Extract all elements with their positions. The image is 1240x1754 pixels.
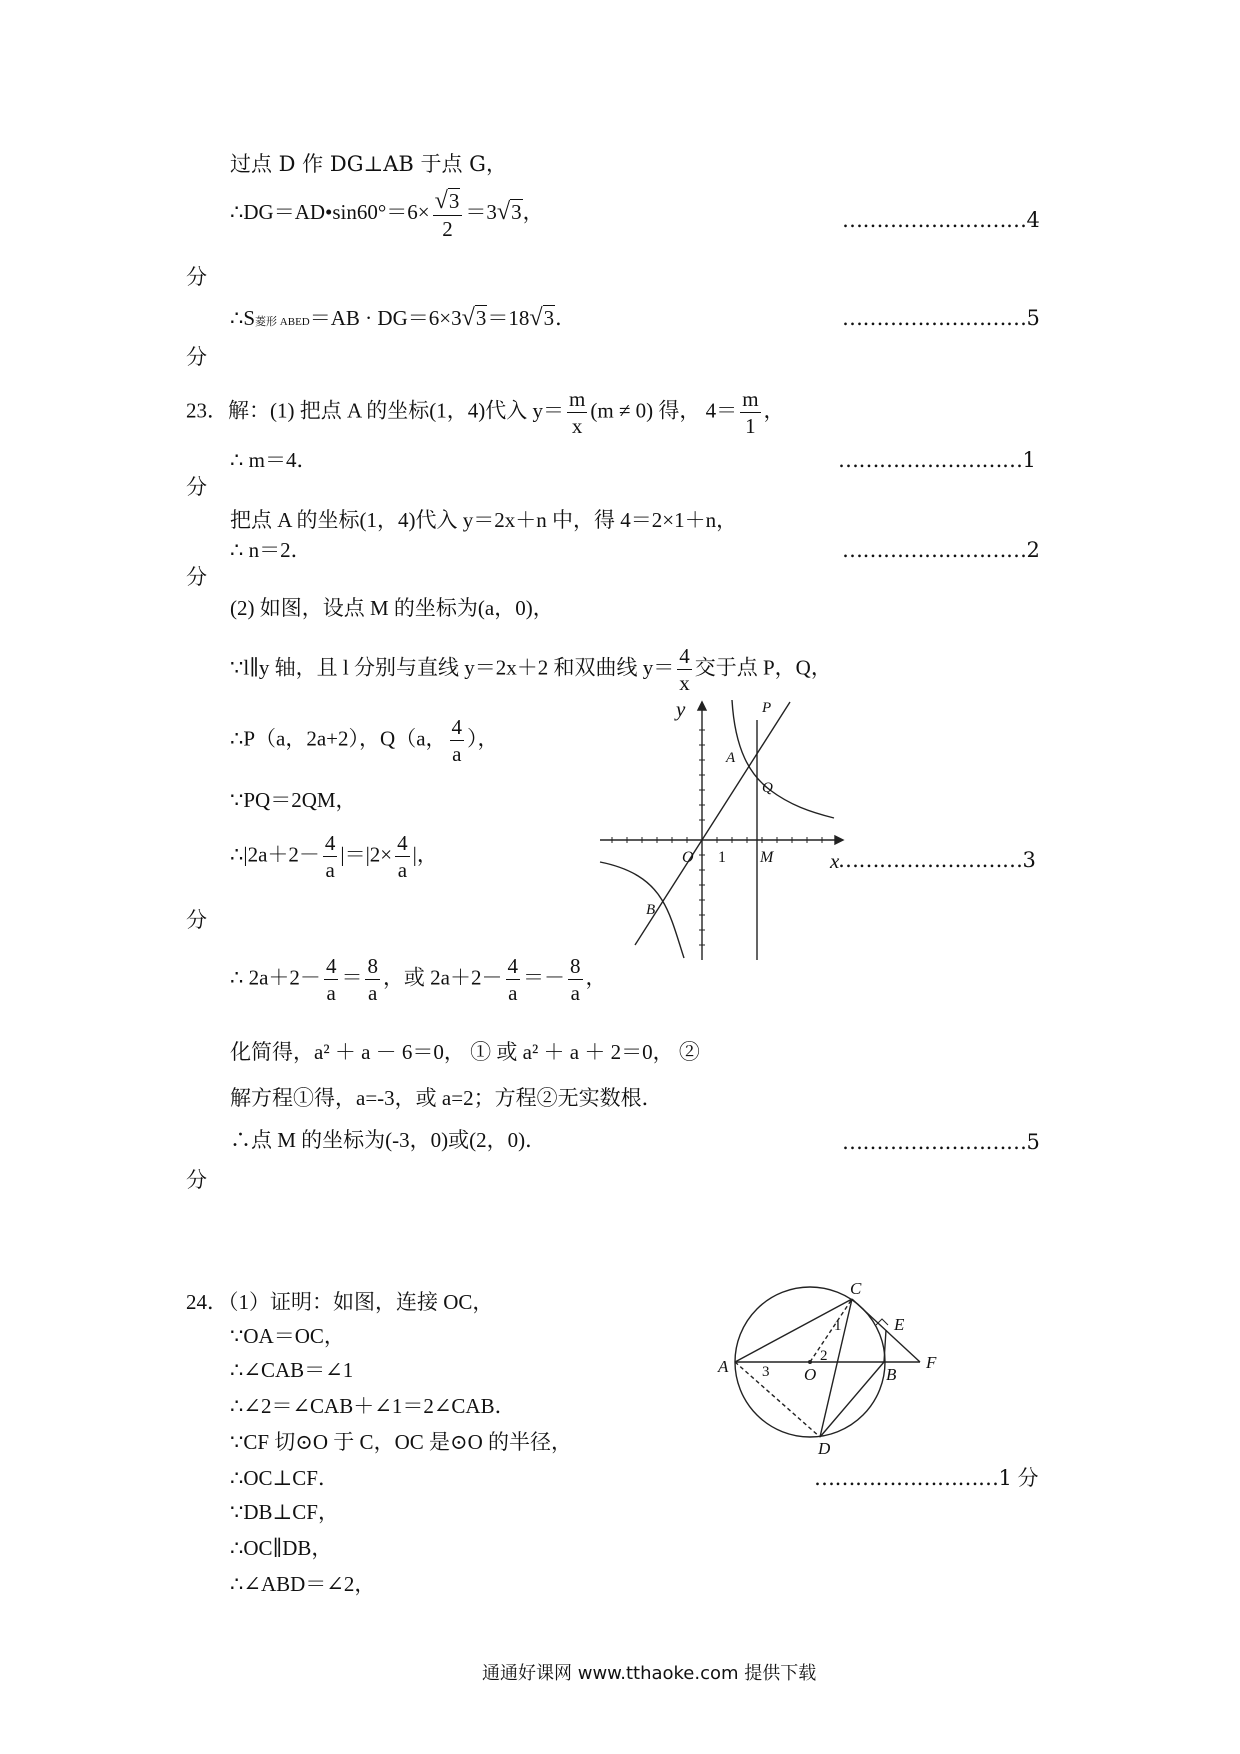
- fraction-4-over-a: [324, 955, 339, 1004]
- abs-b: |＝|2×: [340, 842, 393, 867]
- frac-num: 4: [323, 832, 338, 857]
- frac-den: x: [679, 671, 690, 696]
- fraction-4-over-a: [395, 832, 410, 881]
- line-y-2x-2: [635, 702, 790, 945]
- fen-label: 分: [186, 565, 207, 589]
- line-dg-value: ∴DG＝AD•sin60°＝6× $\frac{√3}{2}$ ＝3√3，: [230, 187, 544, 242]
- abs-c: |，: [412, 842, 438, 867]
- fraction-4-over-a: [506, 955, 521, 1004]
- q24-line9: ∴∠ABD＝∠2，: [230, 1572, 376, 1596]
- label-e: E: [894, 1315, 905, 1334]
- x-axis-arrow: [835, 836, 843, 844]
- pq-b: ），: [467, 726, 499, 751]
- line-area: ∴S菱形 ABED＝AB · DG＝6×3√3＝18√3．: [230, 304, 577, 331]
- q23-number: 23．: [186, 398, 228, 423]
- line-pq-2qm: ∵PQ＝2QM，: [230, 788, 357, 812]
- label-y: y: [676, 697, 686, 721]
- line-abs: [230, 832, 438, 881]
- q24-line1: [186, 1290, 493, 1314]
- eq-c: ，或 2a＋2－: [382, 965, 503, 990]
- frac-num: 4: [677, 645, 692, 670]
- label-x: x: [830, 849, 840, 873]
- pq-a: ∴P（a，2a+2），Q（a，: [230, 726, 447, 751]
- frac-den: x: [571, 414, 583, 439]
- abs-a: ∴|2a＋2－: [230, 842, 320, 867]
- score-mark-5a: ………………………5: [842, 306, 1040, 330]
- coordinate-graph-figure: [590, 690, 850, 970]
- line-n-eq: ∴ n＝2．: [230, 538, 312, 562]
- line-part2: (2) 如图，设点 M 的坐标为(a，0)，: [230, 596, 554, 620]
- line-be: [884, 1330, 886, 1362]
- label-d: D: [818, 1439, 831, 1457]
- label-one: 1: [718, 849, 726, 866]
- area-rad1: 3: [475, 306, 487, 330]
- line-since-l: [230, 645, 832, 694]
- eq-d: ＝－: [523, 965, 566, 990]
- score-mark-1: ………………………1: [838, 448, 1036, 472]
- frac-den: 1: [745, 414, 756, 439]
- area-rad2: 3: [543, 306, 555, 330]
- frac-num: 8: [365, 955, 380, 980]
- frac-num: 8: [568, 955, 583, 980]
- area-sub: 菱形 ABED: [255, 316, 310, 328]
- line-dg-perp: [230, 152, 507, 176]
- fen-label: 分: [186, 1168, 207, 1192]
- label-m: M: [760, 849, 774, 866]
- dg-expr: ∴DG＝AD•sin60°＝6×: [230, 200, 430, 225]
- eq-e: ，: [585, 965, 607, 990]
- fraction-4-over-x: [677, 645, 692, 694]
- line-m-coord: ∴点 M 的坐标为(-3，0)或(2，0)．: [230, 1128, 547, 1152]
- y-axis-arrow: [698, 702, 706, 710]
- frac-den: a: [452, 742, 462, 767]
- text-dg-perp: 过点 D 作 DG⊥AB 于点 G，: [230, 152, 507, 176]
- label-a: A: [726, 750, 736, 766]
- area-mid: ＝AB · DG＝6×3: [309, 306, 462, 330]
- area-s: ∴S: [230, 306, 256, 330]
- fen-label: 分: [186, 345, 207, 369]
- fraction-8-over-a: [568, 955, 583, 1004]
- label-b: B: [646, 902, 656, 918]
- since-l-b: 交于点 P，Q，: [694, 655, 832, 680]
- dg-end: ，: [522, 200, 544, 225]
- line-simplify: 化简得，a² ＋ a － 6＝0， ① 或 a² ＋ a ＋ 2＝0， ②: [230, 1040, 700, 1064]
- label-origin: O: [682, 849, 694, 866]
- q24-line7: ∵DB⊥CF，: [230, 1500, 339, 1524]
- q23-line1: [186, 388, 785, 437]
- page-footer: 通通好课网 www.tthaoke.com 提供下载: [482, 1663, 817, 1684]
- frac-den: 2: [442, 217, 453, 242]
- hyperbola-branch-2: [600, 862, 684, 958]
- hyperbola-branch-1: [732, 700, 834, 818]
- fraction-m-over-x: [567, 388, 587, 437]
- dg-rad: 3: [511, 200, 522, 225]
- label-a: A: [718, 1357, 729, 1376]
- line-eq-solve: [230, 955, 607, 1004]
- frac-den: a: [325, 858, 335, 883]
- fen-label: 分: [186, 475, 207, 499]
- q23-text-a: 解：(1) 把点 A 的坐标(1，4)代入 y＝: [228, 398, 564, 423]
- label-angle-1: 1: [834, 1318, 842, 1334]
- frac-den: a: [508, 981, 518, 1006]
- fen-label: 分: [186, 908, 207, 932]
- label-o: O: [804, 1365, 817, 1384]
- label-b: B: [886, 1365, 897, 1384]
- area-end: ．: [555, 306, 577, 330]
- frac-num: m: [740, 388, 760, 413]
- label-c: C: [850, 1282, 862, 1298]
- frac-num: 3: [448, 189, 460, 213]
- frac-den: a: [570, 981, 580, 1006]
- q23-text-b: (m ≠ 0) 得， 4＝: [590, 398, 738, 423]
- q24-line4: ∴∠2＝∠CAB＋∠1＝2∠CAB．: [230, 1394, 516, 1418]
- frac-num: 4: [506, 955, 521, 980]
- q23-text-c: ，: [763, 398, 785, 423]
- score-mark-3: ………………………3: [838, 848, 1036, 872]
- eq-b: ＝: [341, 965, 363, 990]
- frac-num: 4: [324, 955, 339, 980]
- frac-num: m: [567, 388, 587, 413]
- label-f: F: [926, 1353, 937, 1372]
- area-eq: ＝18: [487, 306, 530, 330]
- label-angle-2: 2: [820, 1348, 828, 1364]
- frac-den: a: [368, 981, 378, 1006]
- frac-num: 4: [450, 716, 465, 741]
- line-oc: [810, 1299, 852, 1362]
- fraction-4-over-a: [323, 832, 338, 881]
- label-angle-3: 3: [762, 1364, 770, 1380]
- q24-line2: ∵OA＝OC，: [230, 1324, 345, 1348]
- q24-line8: ∴OC∥DB，: [230, 1536, 333, 1560]
- fraction-4-over-a: [450, 716, 465, 765]
- fen-label: 分: [186, 265, 207, 289]
- dg-equals: ＝3: [465, 200, 497, 225]
- frac-den: a: [397, 858, 408, 883]
- score-mark-4: ………………………4: [842, 208, 1040, 232]
- q24-number: 24．: [186, 1290, 228, 1314]
- since-l-a: ∵l∥y 轴，且 l 分别与直线 y＝2x＋2 和双曲线 y＝: [230, 655, 675, 680]
- label-q: Q: [762, 780, 773, 796]
- line-pq-coords: [230, 716, 499, 765]
- score-mark-1b: ………………………1 分: [814, 1466, 1039, 1490]
- fraction-m-over-1: [740, 388, 760, 437]
- label-p: P: [762, 700, 772, 716]
- line-solve: 解方程①得，a=-3，或 a=2；方程②无实数根．: [230, 1086, 663, 1110]
- score-mark-5b: ………………………5: [842, 1130, 1040, 1154]
- frac-num: 4: [395, 832, 410, 857]
- center-dot: [808, 1360, 812, 1364]
- fraction-8-over-a: [365, 955, 380, 1004]
- fraction-sqrt3-over-2: $\frac{√3}{2}$: [433, 188, 463, 240]
- q24-line3: ∴∠CAB＝∠1: [230, 1358, 354, 1382]
- circle-geometry-figure: [710, 1282, 960, 1457]
- line-m-eq: ∴ m＝4．: [230, 448, 318, 472]
- eq-a: ∴ 2a＋2－: [230, 965, 321, 990]
- score-mark-2: ………………………2: [842, 538, 1040, 562]
- frac-den: a: [326, 981, 336, 1006]
- q24-line6: ∴OC⊥CF．: [230, 1466, 339, 1490]
- line-point-a: 把点 A 的坐标(1，4)代入 y＝2x＋n 中，得 4＝2×1＋n，: [230, 508, 738, 532]
- q24-text-1: （1）证明：如图，连接 OC，: [228, 1290, 494, 1314]
- q24-line5: ∵CF 切⊙O 于 C，OC 是⊙O 的半径，: [230, 1430, 572, 1454]
